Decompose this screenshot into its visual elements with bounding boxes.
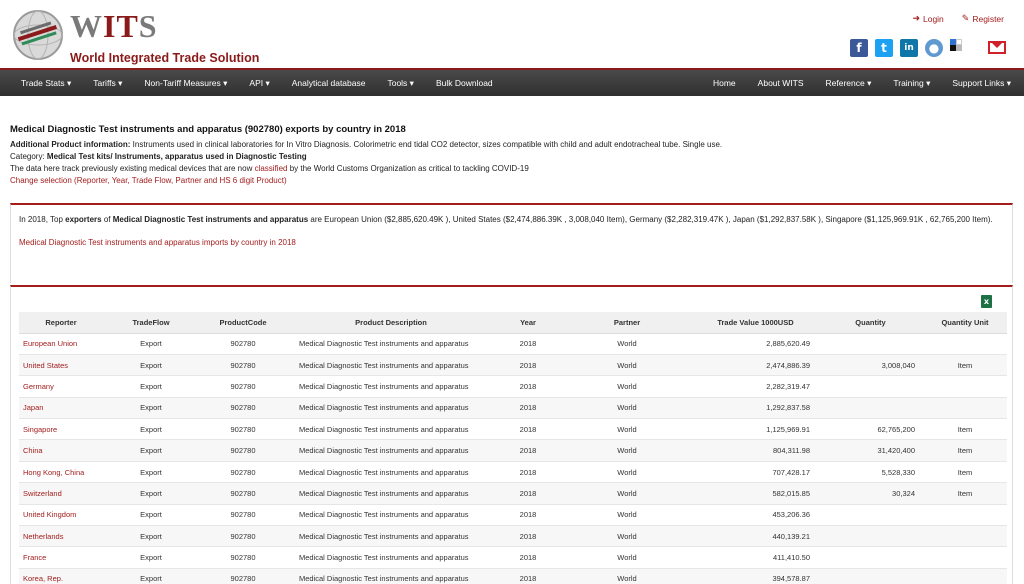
quantity-unit-cell: Item	[923, 461, 1007, 482]
table-row	[19, 547, 1007, 568]
partner-cell: World	[561, 440, 693, 461]
table-row	[19, 504, 1007, 525]
trade-value-cell: 411,410.50	[693, 547, 818, 568]
nav-non-tariff-measures[interactable]: Non-Tariff Measures ▾	[144, 77, 228, 88]
col-product-description[interactable]: Product Description	[287, 312, 495, 333]
logo-subtitle: World Integrated Trade Solution	[70, 51, 260, 65]
partner-cell: World	[561, 461, 693, 482]
summary-t1: In 2018, Top	[19, 215, 66, 224]
quantity-unit-cell: Item	[923, 440, 1007, 461]
tradeflow-cell: Export	[103, 419, 199, 440]
quantity-unit-cell	[923, 376, 1007, 397]
reporter-cell[interactable]: United Kingdom	[19, 504, 103, 525]
productcode-cell: 902780	[199, 333, 287, 354]
change-selection-link[interactable]: Change selection (Reporter, Year, Trade Flow, Partner and HS 6 digit Product)	[10, 176, 287, 185]
email-icon[interactable]	[988, 41, 1006, 54]
trade-value-cell: 804,311.98	[693, 440, 818, 461]
summary-t2: exporters	[65, 215, 102, 224]
quantity-cell: 3,008,040	[818, 354, 923, 375]
description-cell: Medical Diagnostic Test instruments and apparatus	[287, 483, 495, 504]
nav-reference[interactable]: Reference ▾	[825, 77, 872, 88]
table-header-row	[19, 312, 1007, 333]
tradeflow-cell: Export	[103, 483, 199, 504]
reporter-cell[interactable]: Japan	[19, 397, 103, 418]
reporter-cell[interactable]: Netherlands	[19, 526, 103, 547]
category-line	[10, 151, 1014, 163]
trade-value-cell: 394,578.87	[693, 568, 818, 584]
tradeflow-cell: Export	[103, 547, 199, 568]
year-cell: 2018	[495, 504, 561, 525]
summary-text	[19, 214, 1004, 226]
tradeflow-cell: Export	[103, 440, 199, 461]
tradeflow-cell: Export	[103, 376, 199, 397]
main-nav	[0, 70, 1024, 96]
quantity-unit-cell	[923, 397, 1007, 418]
product-info	[10, 124, 1014, 187]
reporter-cell[interactable]: France	[19, 547, 103, 568]
table-row	[19, 354, 1007, 375]
productcode-cell: 902780	[199, 461, 287, 482]
quantity-cell	[818, 333, 923, 354]
description-cell: Medical Diagnostic Test instruments and apparatus	[287, 333, 495, 354]
trade-value-cell: 2,885,620.49	[693, 333, 818, 354]
table-row	[19, 568, 1007, 584]
additional-info	[10, 139, 1014, 151]
description-cell: Medical Diagnostic Test instruments and apparatus	[287, 461, 495, 482]
tradeflow-cell: Export	[103, 333, 199, 354]
quantity-unit-cell	[923, 504, 1007, 525]
social-share-bar	[850, 39, 968, 57]
tradeflow-cell: Export	[103, 504, 199, 525]
quantity-cell: 31,420,400	[818, 440, 923, 461]
reddit-icon[interactable]: ●	[925, 39, 943, 57]
imports-link[interactable]: Medical Diagnostic Test instruments and apparatus imports by country in 2018	[19, 238, 296, 247]
auth-links	[912, 13, 1004, 24]
productcode-cell: 902780	[199, 504, 287, 525]
quantity-cell	[818, 568, 923, 584]
year-cell: 2018	[495, 483, 561, 504]
covid-note-text-2: by the World Customs Organization as critical to tackling COVID-19	[287, 164, 529, 173]
description-cell: Medical Diagnostic Test instruments and apparatus	[287, 504, 495, 525]
year-cell: 2018	[495, 354, 561, 375]
classified-link[interactable]: classified	[254, 164, 288, 173]
linkedin-icon[interactable]: in	[900, 39, 918, 57]
covid-note	[10, 163, 1014, 175]
page-title: Medical Diagnostic Test instruments and apparatus (902780) exports by country in 2018	[10, 124, 406, 135]
partner-cell: World	[561, 397, 693, 418]
nav-trade-stats[interactable]: Trade Stats ▾	[21, 77, 72, 88]
year-cell: 2018	[495, 419, 561, 440]
table-row	[19, 461, 1007, 482]
partner-cell: World	[561, 483, 693, 504]
trade-table	[19, 312, 1007, 584]
register-icon: ✎	[961, 13, 970, 23]
year-cell: 2018	[495, 568, 561, 584]
reporter-cell[interactable]: Switzerland	[19, 483, 103, 504]
quantity-unit-cell	[923, 568, 1007, 584]
register-label: Register	[972, 13, 1004, 24]
productcode-cell: 902780	[199, 568, 287, 584]
table-row	[19, 333, 1007, 354]
partner-cell: World	[561, 419, 693, 440]
productcode-cell: 902780	[199, 547, 287, 568]
description-cell: Medical Diagnostic Test instruments and apparatus	[287, 354, 495, 375]
tradeflow-cell: Export	[103, 568, 199, 584]
productcode-cell: 902780	[199, 440, 287, 461]
trade-value-cell: 582,015.85	[693, 483, 818, 504]
col-trade-value[interactable]: Trade Value 1000USD	[693, 312, 818, 333]
tradeflow-cell: Export	[103, 461, 199, 482]
twitter-icon[interactable]: t	[875, 39, 893, 57]
quantity-unit-cell: Item	[923, 419, 1007, 440]
description-cell: Medical Diagnostic Test instruments and apparatus	[287, 440, 495, 461]
year-cell: 2018	[495, 440, 561, 461]
tradeflow-cell: Export	[103, 397, 199, 418]
quantity-unit-cell: Item	[923, 483, 1007, 504]
productcode-cell: 902780	[199, 376, 287, 397]
partner-cell: World	[561, 547, 693, 568]
nav-api[interactable]: API ▾	[249, 77, 270, 88]
col-partner[interactable]: Partner	[561, 312, 693, 333]
nav-tools[interactable]: Tools ▾	[387, 77, 414, 88]
trade-value-cell: 440,139.21	[693, 526, 818, 547]
additional-info-label: Additional Product information:	[10, 140, 131, 149]
login-icon: ➜	[912, 13, 920, 23]
year-cell: 2018	[495, 333, 561, 354]
productcode-cell: 902780	[199, 354, 287, 375]
quantity-cell: 5,528,330	[818, 461, 923, 482]
nav-analytical-database[interactable]: Analytical database	[291, 77, 366, 88]
table-row	[19, 376, 1007, 397]
data-table-panel	[10, 285, 1013, 584]
year-cell: 2018	[495, 376, 561, 397]
login-label: Login	[922, 13, 944, 24]
col-reporter[interactable]: Reporter	[19, 312, 103, 333]
quantity-unit-cell	[923, 547, 1007, 568]
partner-cell: World	[561, 568, 693, 584]
year-cell: 2018	[495, 397, 561, 418]
summary-t3: of	[101, 215, 113, 224]
quantity-unit-cell	[923, 333, 1007, 354]
description-cell: Medical Diagnostic Test instruments and apparatus	[287, 547, 495, 568]
nav-bulk-download[interactable]: Bulk Download	[435, 77, 493, 88]
reporter-cell[interactable]: Korea, Rep.	[19, 568, 103, 584]
tradeflow-cell: Export	[103, 526, 199, 547]
wits-globe-logo[interactable]	[12, 9, 64, 61]
table-row	[19, 526, 1007, 547]
table-row	[19, 440, 1007, 461]
quantity-cell	[818, 397, 923, 418]
summary-t5: are European Union ($2,885,620.49K ), United States ($2,474,886.39K , 3,008,040 Item), Germany ($2,282,319.47K ), Japan ($1,292,837.58K ), Singapore ($1,125,969.91K , 62,765,200 Item).	[308, 215, 993, 224]
col-quantity-unit[interactable]: Quantity Unit	[923, 312, 1007, 333]
quantity-cell: 62,765,200	[818, 419, 923, 440]
covid-note-text-1: The data here track previously existing medical devices that are now	[10, 164, 255, 173]
reporter-cell[interactable]: European Union	[19, 333, 103, 354]
year-cell: 2018	[495, 461, 561, 482]
year-cell: 2018	[495, 526, 561, 547]
productcode-cell: 902780	[199, 526, 287, 547]
quantity-cell	[818, 376, 923, 397]
reporter-cell[interactable]: United States	[19, 354, 103, 375]
quantity-cell	[818, 526, 923, 547]
year-cell: 2018	[495, 547, 561, 568]
trade-value-cell: 2,282,319.47	[693, 376, 818, 397]
trade-value-cell: 1,125,969.91	[693, 419, 818, 440]
summary-panel	[10, 203, 1013, 283]
login-link[interactable]	[912, 13, 943, 24]
reporter-cell[interactable]: Germany	[19, 376, 103, 397]
nav-about-wits[interactable]: About WITS	[757, 77, 804, 88]
reporter-cell[interactable]: China	[19, 440, 103, 461]
nav-training[interactable]: Training ▾	[893, 77, 931, 88]
site-header	[0, 0, 1024, 68]
trade-value-cell: 2,474,886.39	[693, 354, 818, 375]
summary-t4: Medical Diagnostic Test instruments and apparatus	[112, 215, 309, 224]
table-body	[19, 333, 1007, 584]
reporter-cell[interactable]: Hong Kong, China	[19, 461, 103, 482]
category-label: Category:	[10, 152, 47, 161]
quantity-unit-cell	[923, 526, 1007, 547]
partner-cell: World	[561, 333, 693, 354]
tradeflow-cell: Export	[103, 354, 199, 375]
table-row	[19, 397, 1007, 418]
trade-value-cell: 707,428.17	[693, 461, 818, 482]
description-cell: Medical Diagnostic Test instruments and apparatus	[287, 376, 495, 397]
category-value: Medical Test kits/ Instruments, apparatus used in Diagnostic Testing	[46, 152, 307, 161]
productcode-cell: 902780	[199, 419, 287, 440]
partner-cell: World	[561, 354, 693, 375]
facebook-icon[interactable]: f	[850, 39, 868, 57]
delicious-icon[interactable]	[950, 39, 968, 57]
description-cell: Medical Diagnostic Test instruments and apparatus	[287, 397, 495, 418]
nav-tariffs[interactable]: Tariffs ▾	[93, 77, 123, 88]
productcode-cell: 902780	[199, 397, 287, 418]
register-link[interactable]	[962, 13, 1004, 24]
quantity-cell	[818, 547, 923, 568]
reporter-cell[interactable]: Singapore	[19, 419, 103, 440]
quantity-unit-cell: Item	[923, 354, 1007, 375]
nav-home[interactable]: Home	[712, 77, 736, 88]
description-cell: Medical Diagnostic Test instruments and apparatus	[287, 526, 495, 547]
quantity-cell: 30,324	[818, 483, 923, 504]
description-cell: Medical Diagnostic Test instruments and apparatus	[287, 419, 495, 440]
table-row	[19, 483, 1007, 504]
partner-cell: World	[561, 376, 693, 397]
nav-right	[702, 78, 1024, 89]
table-row	[19, 419, 1007, 440]
trade-value-cell: 1,292,837.58	[693, 397, 818, 418]
nav-support-links[interactable]: Support Links ▾	[952, 77, 1011, 88]
col-quantity[interactable]: Quantity	[818, 312, 923, 333]
description-cell: Medical Diagnostic Test instruments and apparatus	[287, 568, 495, 584]
col-productcode[interactable]: ProductCode	[199, 312, 287, 333]
quantity-cell	[818, 504, 923, 525]
productcode-cell: 902780	[199, 483, 287, 504]
partner-cell: World	[561, 526, 693, 547]
excel-export-icon[interactable]: x	[981, 295, 992, 308]
logo-wordmark[interactable]: WITS	[70, 8, 158, 44]
col-year[interactable]: Year	[495, 312, 561, 333]
additional-info-text: Instruments used in clinical laboratories for In Vitro Diagnosis. Colorimetric end tidal CO2 detector, sizes compatible with child and adult endotracheal tube. Single use.	[130, 140, 723, 149]
trade-value-cell: 453,206.36	[693, 504, 818, 525]
nav-left	[0, 78, 504, 89]
partner-cell: World	[561, 504, 693, 525]
col-tradeflow[interactable]: TradeFlow	[103, 312, 199, 333]
